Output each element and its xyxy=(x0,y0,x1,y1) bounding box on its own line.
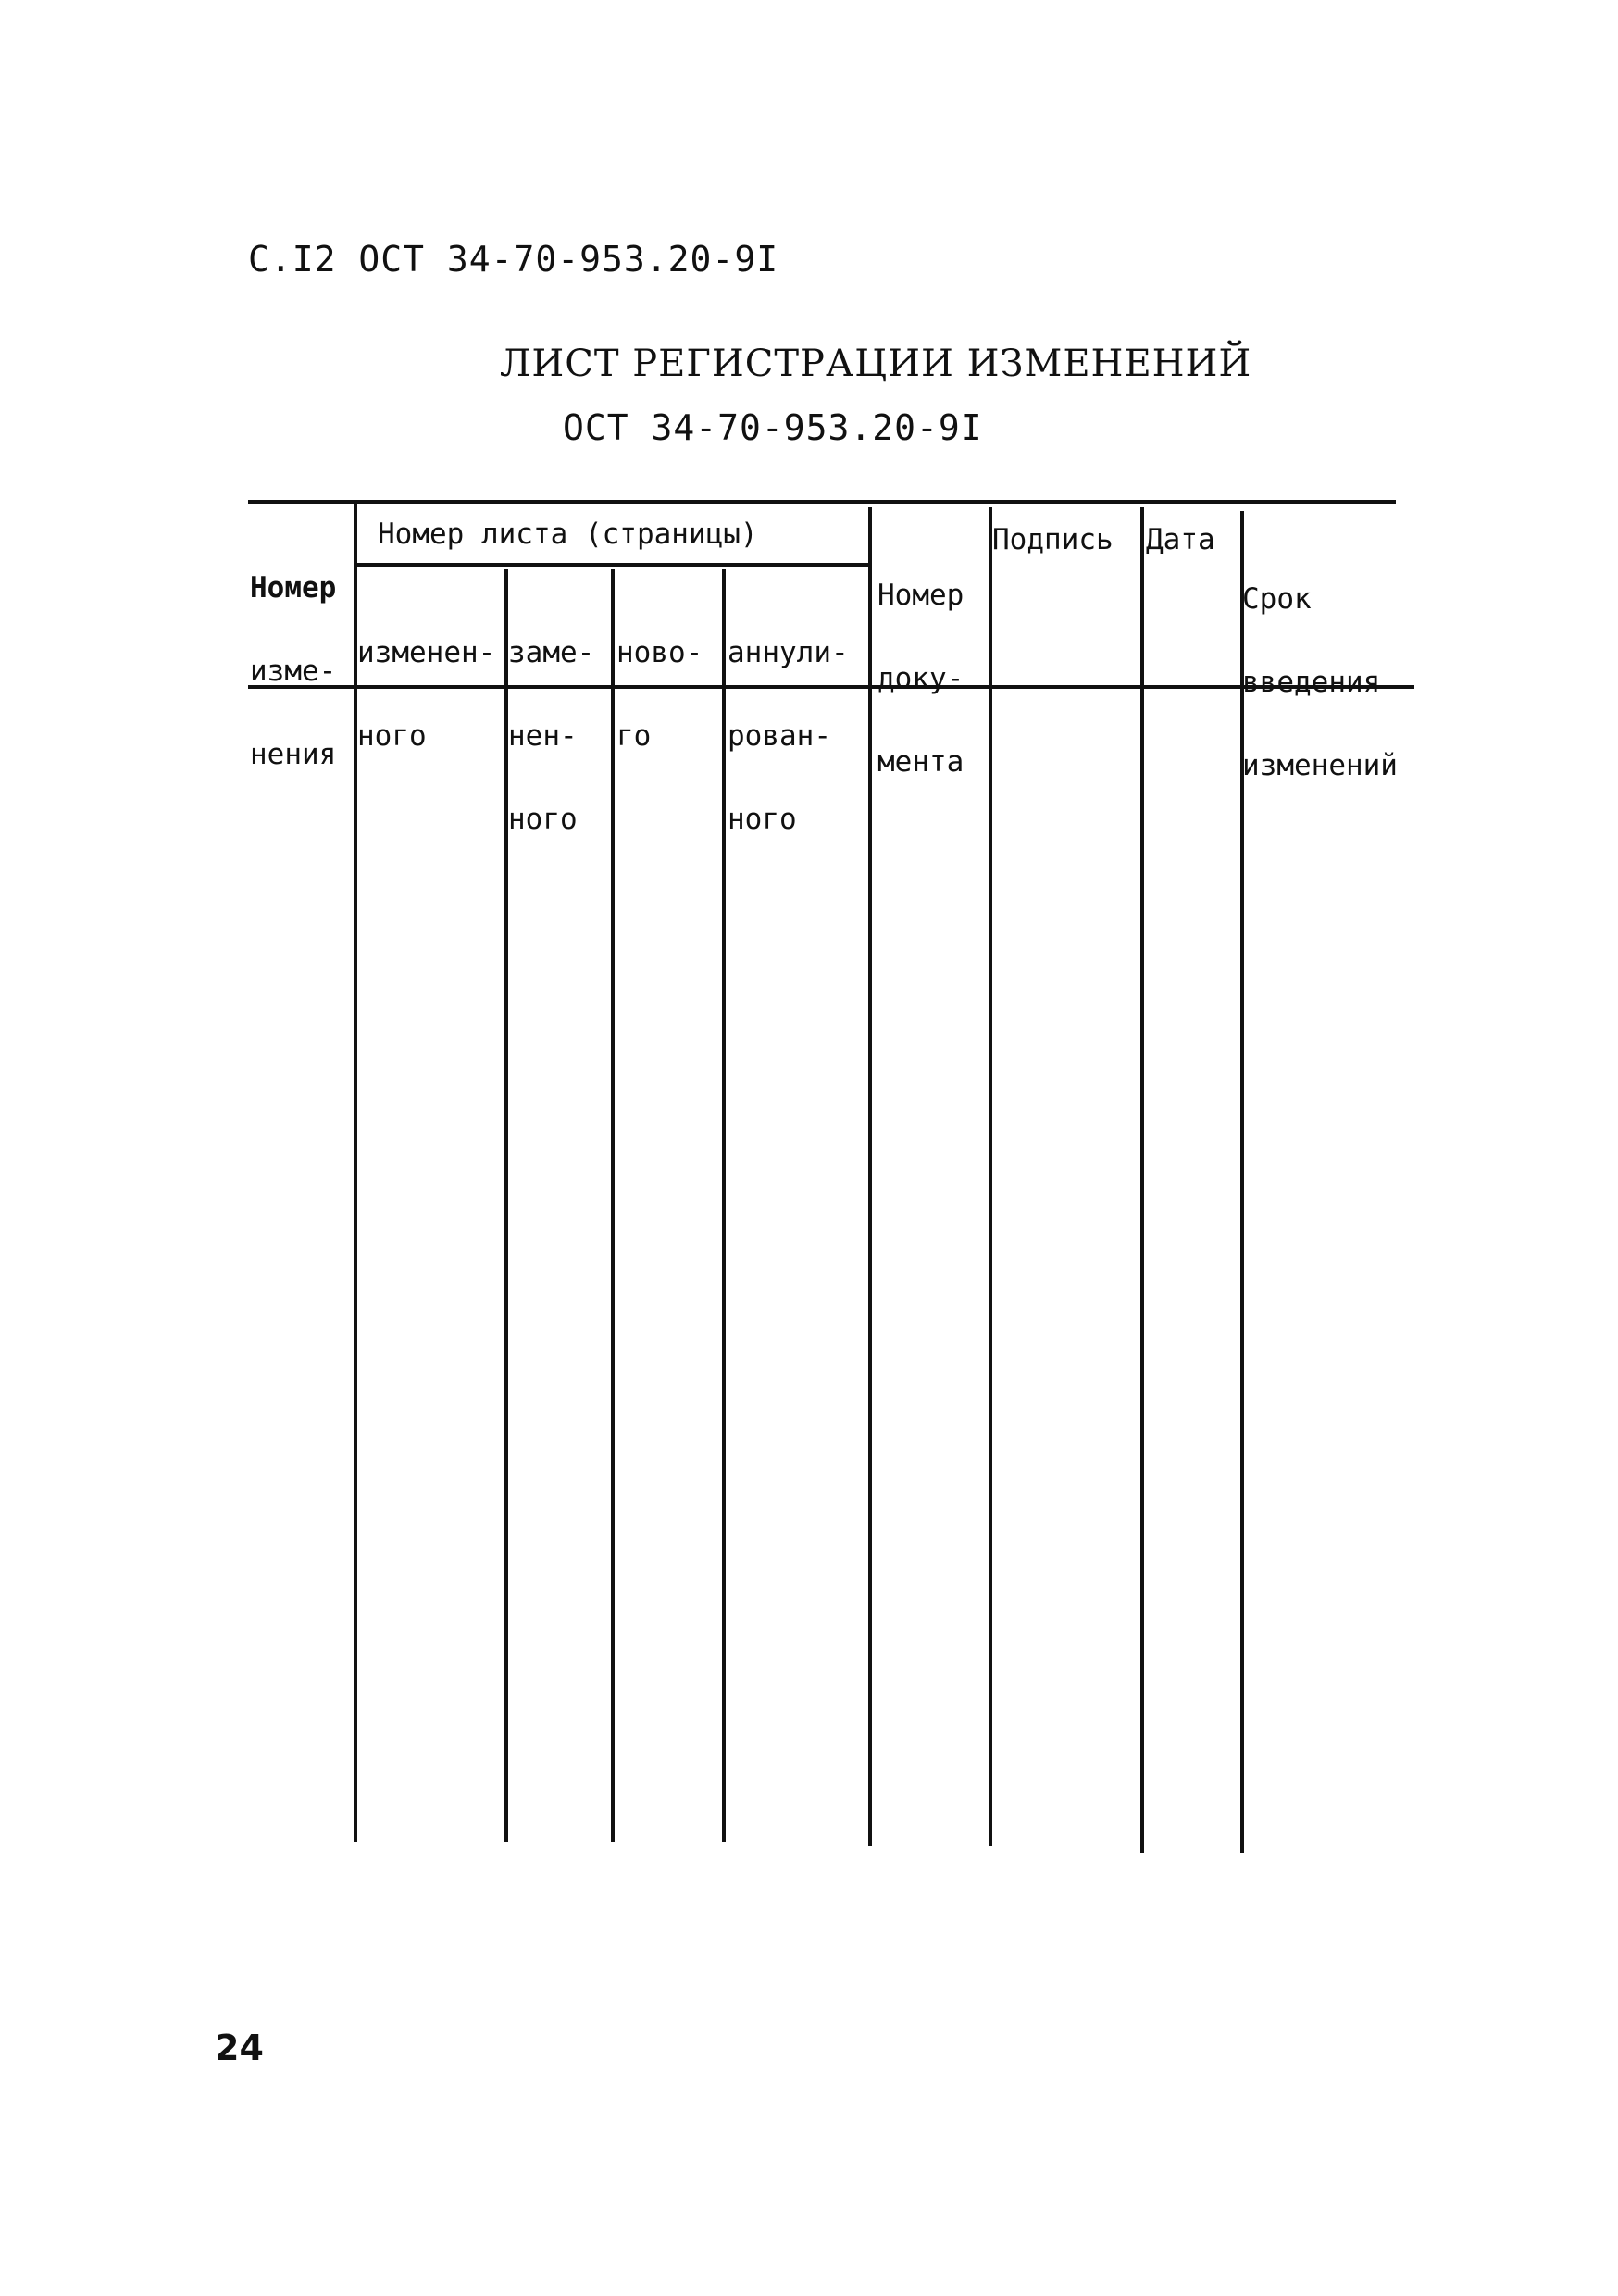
page-subtitle: ОСТ 34-70-953.20-9I xyxy=(563,407,983,448)
column-divider xyxy=(1140,507,1144,1853)
header-term: Срок введения изменений xyxy=(1242,582,1398,782)
page-header: С.I2 ОСТ 34-70-953.20-9I xyxy=(248,239,779,280)
header-change-number: Номер изме- нения xyxy=(250,571,337,771)
header-sheet-number-group: Номер листа (страницы) xyxy=(378,518,758,551)
page-title: ЛИСТ РЕГИСТРАЦИИ ИЗМЕНЕНИЙ xyxy=(500,343,1252,385)
header-document-number: Номер доку- мента xyxy=(877,579,965,779)
header-new: ново- го xyxy=(616,636,703,753)
header-signature: Подпись xyxy=(992,523,1114,556)
sheet-group-divider xyxy=(357,563,868,567)
header-changed: изменен- ного xyxy=(357,636,496,753)
page-number: 24 xyxy=(215,2028,264,2068)
table-top-border xyxy=(248,500,1396,504)
header-annulled: аннули- рован- ного xyxy=(728,636,849,836)
column-divider xyxy=(868,507,872,1846)
header-replaced: заме- нен- ного xyxy=(508,636,595,836)
column-divider xyxy=(989,507,992,1846)
column-divider xyxy=(611,569,615,1842)
header-date: Дата xyxy=(1146,523,1215,556)
column-divider xyxy=(722,569,726,1842)
